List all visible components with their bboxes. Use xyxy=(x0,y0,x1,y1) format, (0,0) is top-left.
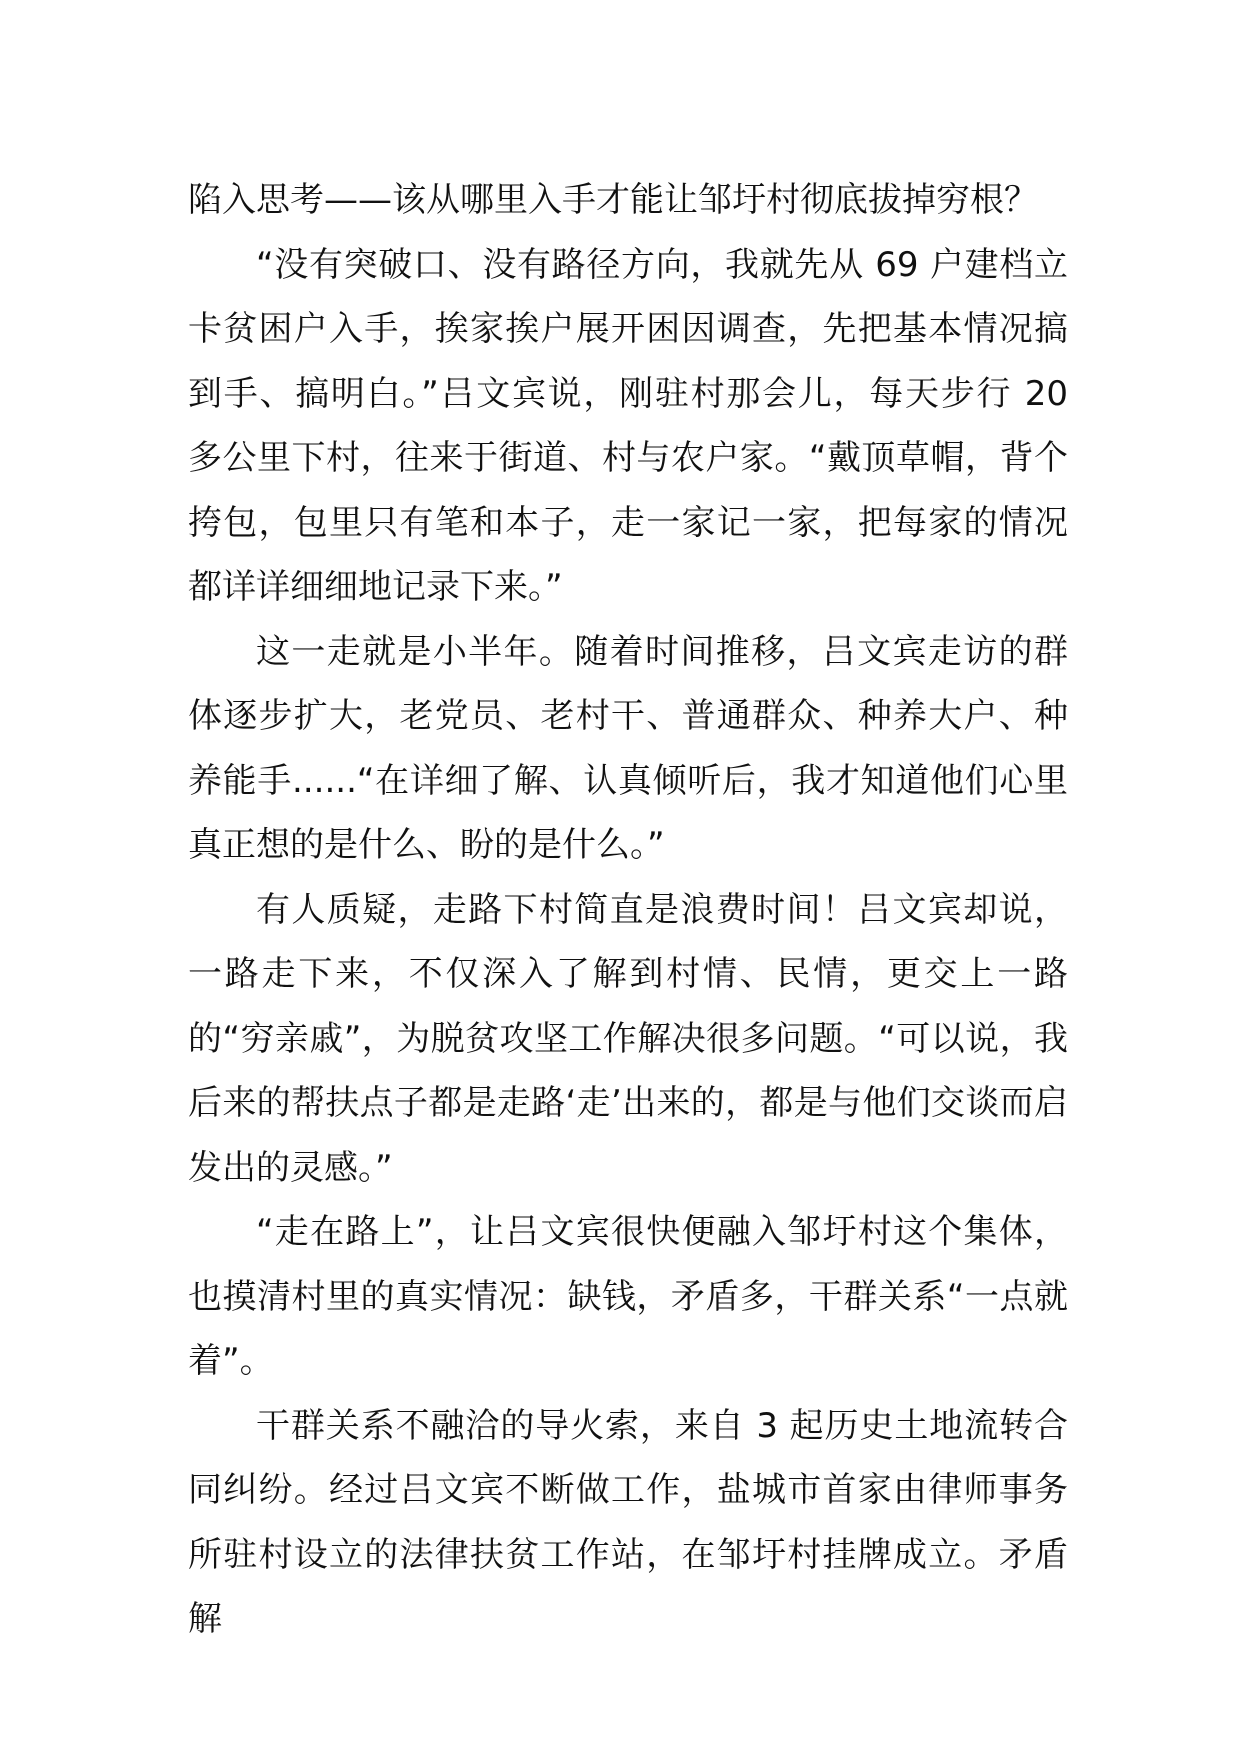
paragraph-on-the-road: “走在路上”，让吕文宾很快便融入邹圩村这个集体，也摸清村里的真实情况：缺钱，矛盾多，干群关系“一点就着”。 xyxy=(188,1212,1068,1381)
paragraph-walking-doubts: 有人质疑，走路下村简直是浪费时间！吕文宾却说，一路走下来，不仅深入了解到村情、民情，更交上一路的“穷亲戚”，为脱贫攻坚工作解决很多问题。“可以说，我后来的帮扶点子都是走路‘走’出来的，都是与他们交谈而启发出的灵感。” xyxy=(188,889,1068,1188)
paragraph-poverty-survey: “没有突破口、没有路径方向，我就先从 69 户建档立卡贫困户入手，挨家挨户展开困因调查，先把基本情况搞到手、搞明白。”吕文宾说，刚驻村那会儿，每天步行 20 多公里下村，往来于街道、村与农户家。“戴顶草帽，背个挎包，包里只有笔和本子，走一家记一家，把每家的情况都详详细细地记录下来。” xyxy=(188,244,1068,607)
paragraph-continuation: 陷入思考——该从哪里入手才能让邹圩村彻底拔掉穷根？ xyxy=(188,180,1038,220)
article-body xyxy=(188,168,1068,1652)
paragraph-half-year-visits: 这一走就是小半年。随着时间推移，吕文宾走访的群体逐步扩大，老党员、老村干、普通群众、种养大户、种养能手......“在详细了解、认真倾听后，我才知道他们心里真正想的是什么、盼的是什么。” xyxy=(188,631,1068,865)
paragraph-land-disputes: 干群关系不融洽的导火索，来自 3 起历史土地流转合同纠纷。经过吕文宾不断做工作，盐城市首家由律师事务所驻村设立的法律扶贫工作站，在邹圩村挂牌成立。矛盾解 xyxy=(188,1405,1068,1639)
